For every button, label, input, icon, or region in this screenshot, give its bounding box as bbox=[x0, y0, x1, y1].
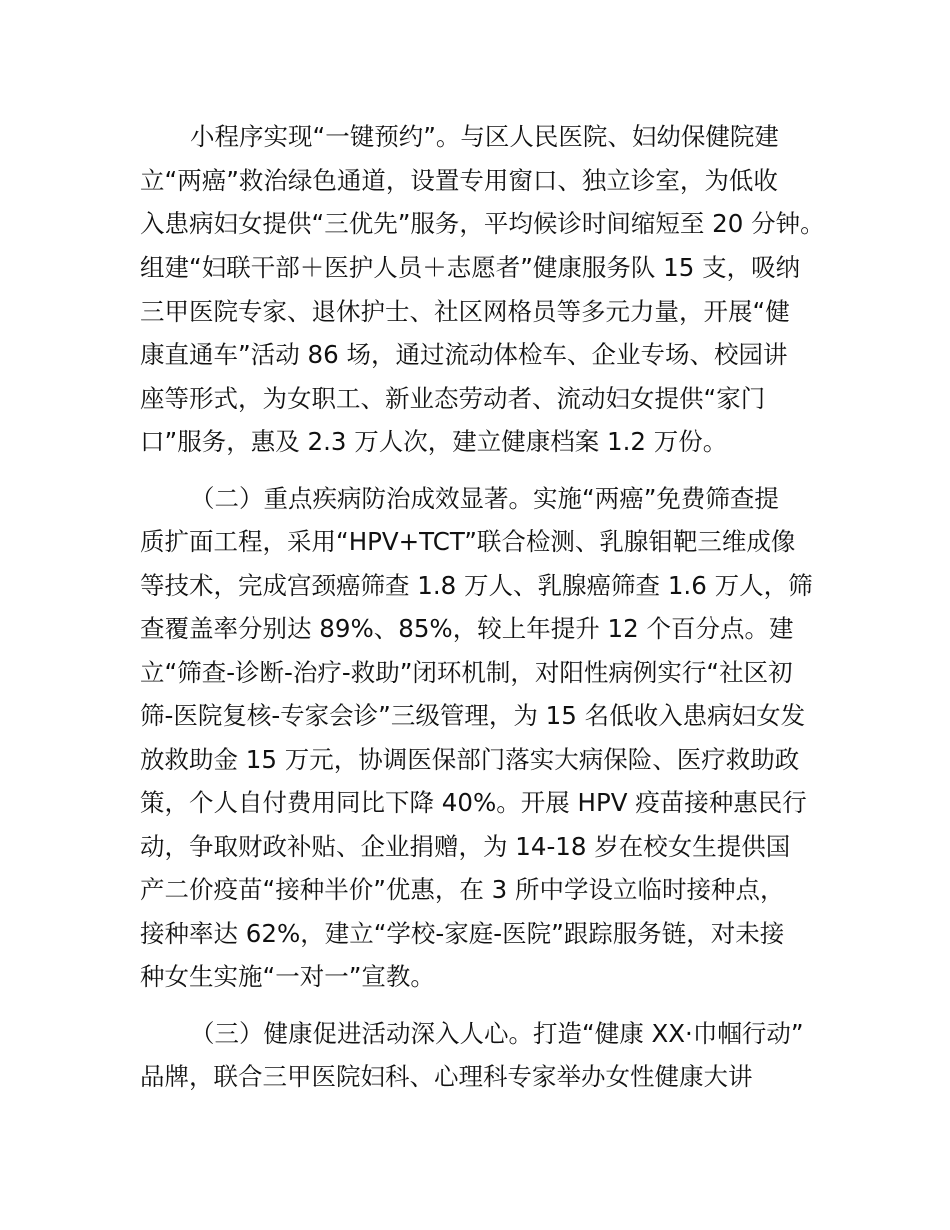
paragraph-line: 产二价疫苗“接种半价”优惠，在 3 所中学设立临时接种点， bbox=[140, 875, 785, 904]
paragraph-line: 立“两癌”救治绿色通道，设置专用窗口、独立诊室，为低收 bbox=[140, 166, 778, 195]
paragraph-line: 口”服务，惠及 2.3 万人次，建立健康档案 1.2 万份。 bbox=[140, 427, 728, 456]
paragraph-line: 等技术，完成宫颈癌筛查 1.8 万人、乳腺癌筛查 1.6 万人，筛 bbox=[140, 571, 813, 600]
paragraph-line: 组建“妇联干部＋医护人员＋志愿者”健康服务队 15 支，吸纳 bbox=[140, 253, 801, 282]
section-heading-line: （三）健康促进活动深入人心。打造“健康 XX·巾帼行动” bbox=[190, 1019, 804, 1048]
paragraph-line: 放救助金 15 万元，协调医保部门落实大病保险、医疗救助政 bbox=[140, 745, 800, 774]
paragraph-line: 种女生实施“一对一”宣教。 bbox=[140, 962, 435, 991]
paragraph-line: 查覆盖率分别达 89%、85%，较上年提升 12 个百分点。建 bbox=[140, 614, 794, 643]
paragraph-line: 座等形式，为女职工、新业态劳动者、流动妇女提供“家门 bbox=[140, 384, 766, 413]
paragraph-line: 三甲医院专家、退休护士、社区网格员等多元力量，开展“健 bbox=[140, 297, 790, 326]
paragraph-line: 质扩面工程，采用“HPV+TCT”联合检测、乳腺钼靶三维成像 bbox=[140, 527, 796, 556]
paragraph-line: 筛-医院复核-专家会诊”三级管理，为 15 名低收入患病妇女发 bbox=[140, 701, 806, 730]
paragraph-line: 康直通车”活动 86 场，通过流动体检车、企业专场、校园讲 bbox=[140, 340, 788, 369]
section-heading-line: （二）重点疾病防治成效显著。实施“两癌”免费筛查提 bbox=[190, 484, 779, 513]
paragraph-line: 动，争取财政补贴、企业捐赠，为 14-18 岁在校女生提供国 bbox=[140, 832, 791, 861]
paragraph-line: 品牌，联合三甲医院妇科、心理科专家举办女性健康大讲 bbox=[140, 1062, 753, 1091]
paragraph-line: 接种率达 62%，建立“学校-家庭-医院”跟踪服务链，对未接 bbox=[140, 919, 785, 948]
paragraph-line: 策，个人自付费用同比下降 40%。开展 HPV 疫苗接种惠民行 bbox=[140, 788, 807, 817]
paragraph-line: 小程序实现“一键预约”。与区人民医院、妇幼保健院建 bbox=[190, 122, 779, 151]
paragraph-line: 入患病妇女提供“三优先”服务，平均候诊时间缩短至 20 分钟。 bbox=[140, 209, 825, 238]
paragraph-line: 立“筛查-诊断-治疗-救助”闭环机制，对阳性病例实行“社区初 bbox=[140, 658, 793, 687]
